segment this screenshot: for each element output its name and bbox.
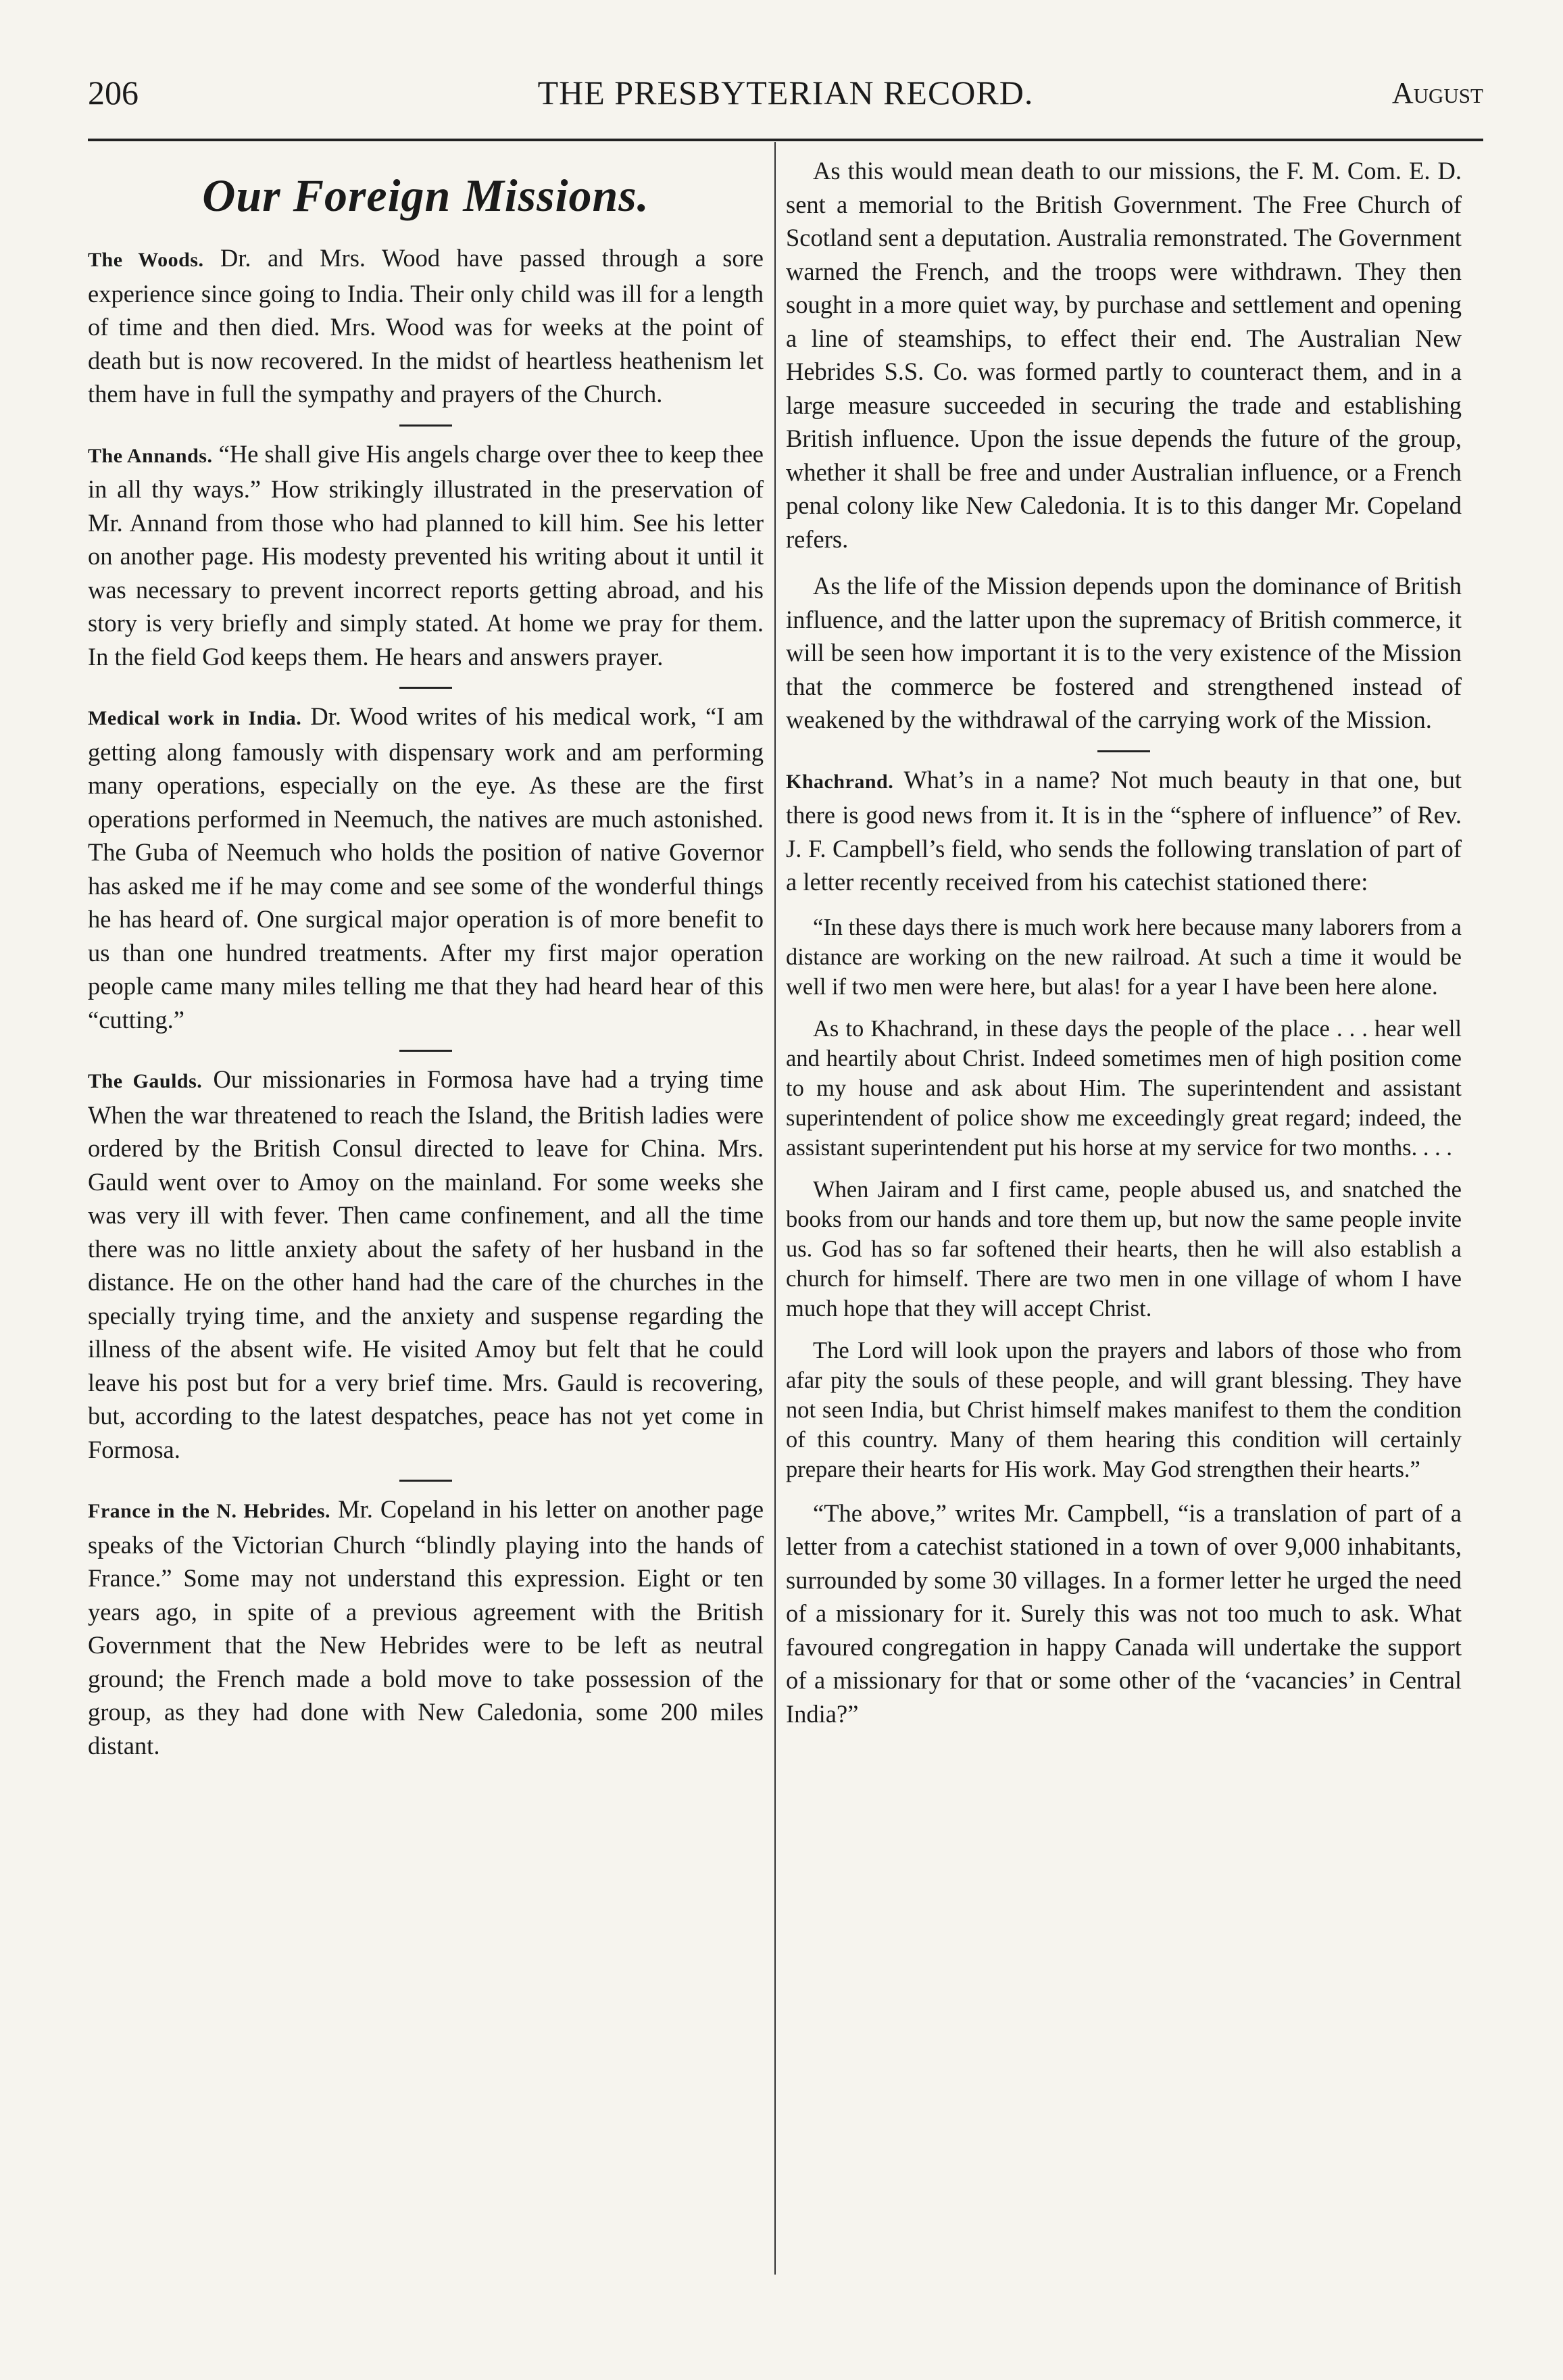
item-gaulds bbox=[88, 1063, 764, 1466]
france-continued-paragraph: As this would mean death to our missions, the F. M. Com. E. D. sent a memorial to the British Government. The Free Church of Scotland sent a deputation. Australia remonstrated. The Government warned the French, and the troops were withdrawn. They then sought in a more quiet way, by purchase and settlement and opening a line of steamships, to effect their end. The Australian New Hebrides S.S. Co. was formed partly to counteract them, and in a large measure succeeded in securing the trade and establishing British influence. Upon the issue depends the future of the group, whether it shall be free and under Australian influence, or a French penal colony like New Caledonia. It is to this danger Mr. Copeland refers. bbox=[786, 157, 1462, 553]
letter-paragraph: As to Khachrand, in these days the people of the place . . . hear well and heartily about Christ. Indeed sometimes men of high position come to my house and ask about Him. The superintendent and assistant superintendent of police show me exceedingly great regard; indeed, the assistant superintendent put his horse at my service for two months. . . . bbox=[786, 1015, 1462, 1161]
issue-month: August bbox=[1391, 76, 1483, 110]
right-column bbox=[786, 154, 1462, 1744]
item-medical bbox=[88, 700, 764, 1036]
item-france-heading: France in the N. Hebrides. bbox=[88, 1500, 331, 1522]
letter-paragraph: When Jairam and I first came, people abused us, and snatched the books from our hands and tore them up, but now the same people invite us. God has so far softened their hearts, then he will also establish a church for himself. There are two men in one village of whom I have much hope that they will accept Christ. bbox=[786, 1176, 1462, 1321]
letter-paragraph: The Lord will look upon the prayers and labors of those who from afar pity the souls of these people, and will grant blessing. They have not seen India, but Christ himself makes manifest to them the condition of this country. Many of them hearing this condition will certainly prepare their hearts for His work. May God strengthen their hearts.” bbox=[786, 1337, 1462, 1482]
france-continued-paragraph: As the life of the Mission depends upon the dominance of British influence, and the latter upon the supremacy of British commerce, it will be seen how important it is to the very existence of the Mission that the commerce be fostered and strengthened instead of weakened by the withdrawal of the carrying work of the Mission. bbox=[786, 572, 1462, 733]
item-khachrand bbox=[786, 763, 1462, 899]
item-khachrand-heading: Khachrand. bbox=[786, 770, 894, 793]
item-gaulds-heading: The Gaulds. bbox=[88, 1070, 203, 1092]
letter-paragraph: “In these days there is much work here because many laborers from a distance are working on the new railroad. At such a time it would be well if two men were here, but alas! for a year I have been here alone. bbox=[786, 914, 1462, 1000]
item-separator bbox=[1097, 750, 1150, 752]
running-header bbox=[88, 73, 1483, 127]
item-woods-text: Dr. and Mrs. Wood have passed through a sore experience since going to India. Their only child was ill for a length of time and then died. Mrs. Wood was for weeks at the point of death but is now recovered. In the midst of heartless heathenism let them have in full the sympathy and prayers of the Church. bbox=[88, 244, 764, 408]
item-woods-heading: The Woods. bbox=[88, 249, 204, 271]
page-number: 206 bbox=[88, 74, 139, 112]
item-separator bbox=[399, 1050, 452, 1052]
item-khachrand-text: What’s in a name? Not much beauty in that one, but there is good news from it. It is in the “sphere of influence” of Rev. J. F. Campbell’s field, who sends the following translation of part of a letter recently received from his catechist stationed there: bbox=[786, 765, 1462, 896]
item-medical-heading: Medical work in India. bbox=[88, 707, 302, 729]
item-separator bbox=[399, 687, 452, 689]
item-annands-heading: The Annands. bbox=[88, 444, 213, 467]
header-rule bbox=[88, 139, 1483, 141]
item-annands bbox=[88, 437, 764, 674]
item-france bbox=[88, 1492, 764, 1762]
column-divider bbox=[774, 142, 776, 2275]
publication-title: THE PRESBYTERIAN RECORD. bbox=[537, 74, 1034, 112]
item-gaulds-text: Our missionaries in Formosa have had a trying time When the war threatened to reach the Island, the British ladies were ordered by the British Consul directed to leave for China. Mrs. Gauld went over to Amoy on the mainland. For some weeks she was very ill with fever. Then came confinement, and all the time there was no little anxiety about the safety of her husband in the distance. He on the other hand had the care of the churches in the specially trying time, and the anxiety and suspense regarding the illness of the absent wife. He visited Amoy but felt that he could leave his post but for a very brief time. Mrs. Gauld is recovering, but, according to the latest despatches, peace has not yet come in Formosa. bbox=[88, 1065, 764, 1463]
item-separator bbox=[399, 424, 452, 427]
closing-paragraph: “The above,” writes Mr. Campbell, “is a translation of part of a letter from a catechist stationed in a town of over 9,000 inhabitants, surrounded by some 30 villages. In a former letter he urged the need of a missionary for it. Surely this was not too much to ask. What favoured congregation in happy Canada will undertake the support of a missionary for that or some other of the ‘vacancies’ in Central India?” bbox=[786, 1499, 1462, 1728]
item-medical-text: Dr. Wood writes of his medical work, “I am getting along famously with dispensary work and am performing many operations, especially on the eye. As these are the first operations performed in Neemuch, the natives are much astonished. The Guba of Neemuch who holds the position of native Governor has asked me if he may come and see some of the wonderful things he has heard of. One surgical major operation is of more benefit to us than one hundred treatments. After my first major operation people came many miles telling me that they had heard hear of this “cutting.” bbox=[88, 702, 764, 1034]
item-woods bbox=[88, 241, 764, 411]
left-column bbox=[88, 154, 764, 1776]
item-annands-text: “He shall give His angels charge over thee to keep thee in all thy ways.” How strikingly illustrated in the preservation of Mr. Annand from those who had planned to kill him. See his letter on another page. His modesty prevented his writing about it until it was necessary to prevent incorrect reports getting abroad, and his story is very briefly and simply stated. At home we pray for them. In the field God keeps them. He hears and answers prayer. bbox=[88, 439, 764, 671]
section-title: Our Foreign Missions. bbox=[202, 170, 649, 221]
item-separator bbox=[399, 1480, 452, 1482]
item-france-text: Mr. Copeland in his letter on another page speaks of the Victorian Church “blindly playing into the hands of France.” Some may not understand this expression. Eight or ten years ago, in spite of a previous agreement with the British Government that the New Hebrides were to be left as neutral ground; the French made a bold move to take possession of the group, as they had done with New Caledonia, some 200 miles distant. bbox=[88, 1495, 764, 1759]
